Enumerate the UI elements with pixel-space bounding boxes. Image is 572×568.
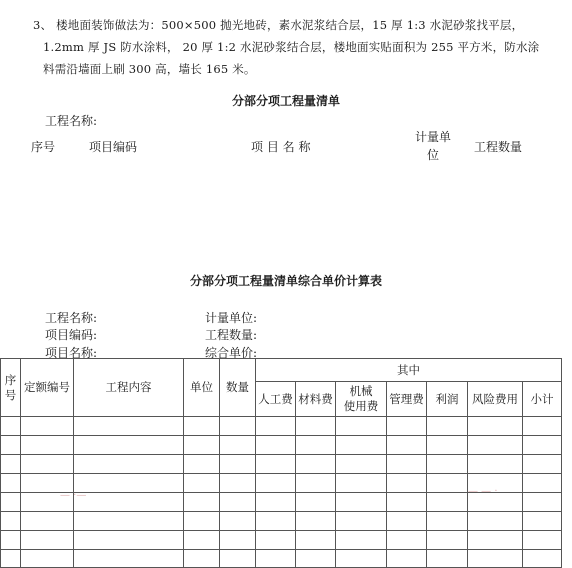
- calc-unit-label: 计量单位:: [205, 311, 258, 325]
- bill-header-unit: [413, 128, 453, 164]
- bill-header-code: 项目编码: [89, 140, 138, 154]
- th-labor: 人工费: [256, 382, 296, 417]
- th-machine-line2: 使用费: [343, 399, 379, 413]
- unit-price-calc-table: [0, 358, 562, 568]
- bill-header-name: 项 目 名 称: [251, 140, 311, 154]
- th-material: 材料费: [296, 382, 336, 417]
- bill-header-qty: 工程数量: [474, 140, 523, 154]
- th-quota-code: 定额编号: [21, 359, 74, 417]
- bill-header-seq: 序号: [31, 140, 56, 154]
- bill-project-name-label: 工程名称:: [45, 114, 98, 128]
- bill-header-unit-line1: 计量单: [414, 130, 451, 144]
- scan-mark: — ·—: [60, 490, 87, 501]
- th-risk: 风险费用: [468, 382, 523, 417]
- calc-unit-price-label: 综合单价:: [205, 346, 258, 360]
- th-group-breakdown: 其中: [256, 359, 562, 382]
- th-seq-line2: 号: [4, 387, 17, 402]
- bill-header-unit-line2: 位: [426, 148, 439, 162]
- th-seq-line1: 序: [4, 372, 17, 387]
- bill-title: 分部分项工程量清单: [231, 94, 340, 108]
- statement-line-3: 料需沿墙面上刷 300 高，墙长 165 米。: [43, 62, 256, 76]
- th-management: 管理费: [387, 382, 427, 417]
- th-content: 工程内容: [74, 359, 184, 417]
- statement-line-1: 3、 楼地面装饰做法为：500×500 抛光地砖，素水泥浆结合层，15 厚 1:3 水泥砂浆找平层，: [33, 18, 524, 32]
- calc-item-code-label: 项目编码:: [45, 328, 98, 342]
- th-machine-line1: 机械: [349, 384, 373, 398]
- th-qty: 数量: [220, 359, 256, 417]
- table-row: [1, 531, 562, 550]
- calc-item-name-label: 项目名称:: [45, 346, 98, 360]
- table-header-row: [1, 359, 562, 382]
- calc-title: 分部分项工程量清单综合单价计算表: [189, 274, 382, 288]
- table-row: [1, 436, 562, 455]
- th-subtotal: 小计: [523, 382, 562, 417]
- calc-quantity-label: 工程数量:: [205, 328, 258, 342]
- scan-mark: — — ·: [468, 486, 498, 497]
- th-unit: 单位: [184, 359, 220, 417]
- th-profit: 利润: [427, 382, 468, 417]
- statement-line-2: 1.2mm 厚 JS 防水涂料， 20 厚 1:2 水泥砂浆结合层，楼地面实贴面积为 255 平方米，防水涂: [43, 40, 540, 54]
- table-row: [1, 417, 562, 436]
- table-row: [1, 550, 562, 568]
- table-row: [1, 455, 562, 474]
- th-machine: [336, 382, 387, 417]
- table-row: [1, 512, 562, 531]
- problem-statement: [33, 14, 563, 80]
- calc-project-name-label: 工程名称:: [45, 311, 98, 325]
- th-seq: [1, 359, 21, 417]
